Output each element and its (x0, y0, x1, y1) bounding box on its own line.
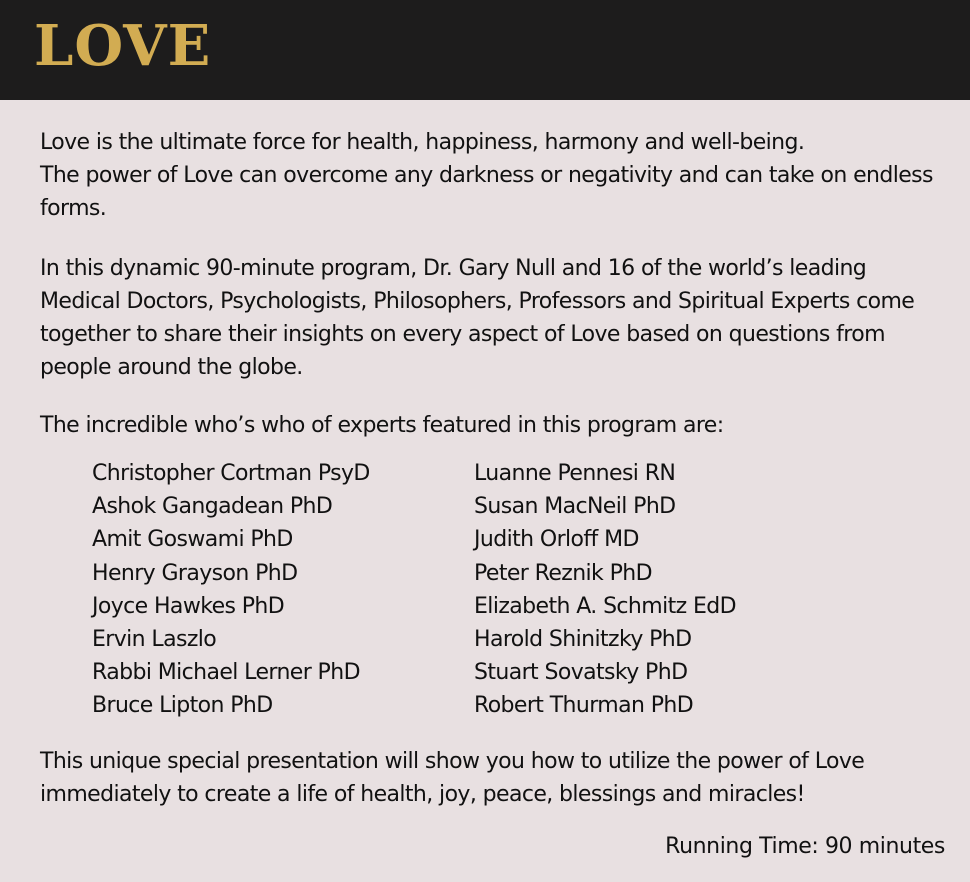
header-bar (0, 0, 970, 100)
intro-line-1: Love is the ultimate force for health, happiness, harmony and well-being. (40, 130, 805, 155)
expert-name: Henry Grayson PhD (92, 560, 298, 586)
page-title: LOVE (34, 13, 212, 79)
running-time: Running Time: 90 minutes (665, 834, 945, 859)
expert-name: Luanne Pennesi RN (474, 461, 676, 486)
expert-name: Ashok Gangadean PhD (92, 494, 333, 520)
expert-name: Ervin Laszlo (92, 627, 217, 653)
expert-name: Elizabeth A. Schmitz EdD (474, 593, 736, 619)
experts-list (92, 457, 892, 723)
expert-name: Christopher Cortman PsyD (92, 461, 370, 486)
expert-name: Harold Shinitzky PhD (474, 627, 692, 653)
closing-paragraph: This unique special presentation will show you how to utilize the power of Love immediately to create a life of health, joy, peace, blessings and miracles! (40, 749, 865, 807)
expert-name: Joyce Hawkes PhD (92, 593, 285, 619)
expert-name: Bruce Lipton PhD (92, 693, 273, 719)
expert-name: Rabbi Michael Lerner PhD (92, 660, 360, 686)
expert-name: Robert Thurman PhD (474, 693, 694, 719)
expert-name: Susan MacNeil PhD (474, 494, 676, 520)
program-paragraph: In this dynamic 90-minute program, Dr. Gary Null and 16 of the world’s leading Medical Doctors, Psychologists, Philosophers, Professors and Spiritual Experts come together to share their insights on every aspect of Love based on questions from people around the globe. (40, 256, 915, 380)
experts-column-left (92, 457, 474, 723)
experts-intro: The incredible who’s who of experts featured in this program are: (40, 413, 724, 438)
experts-column-right (474, 457, 874, 723)
expert-name: Amit Goswami PhD (92, 527, 293, 553)
intro-line-2: The power of Love can overcome any darkness or negativity and can take on endless forms. (40, 163, 933, 221)
expert-name: Judith Orloff MD (474, 527, 639, 553)
intro-paragraph (40, 126, 945, 225)
expert-name: Peter Reznik PhD (474, 560, 652, 586)
expert-name: Stuart Sovatsky PhD (474, 660, 688, 686)
